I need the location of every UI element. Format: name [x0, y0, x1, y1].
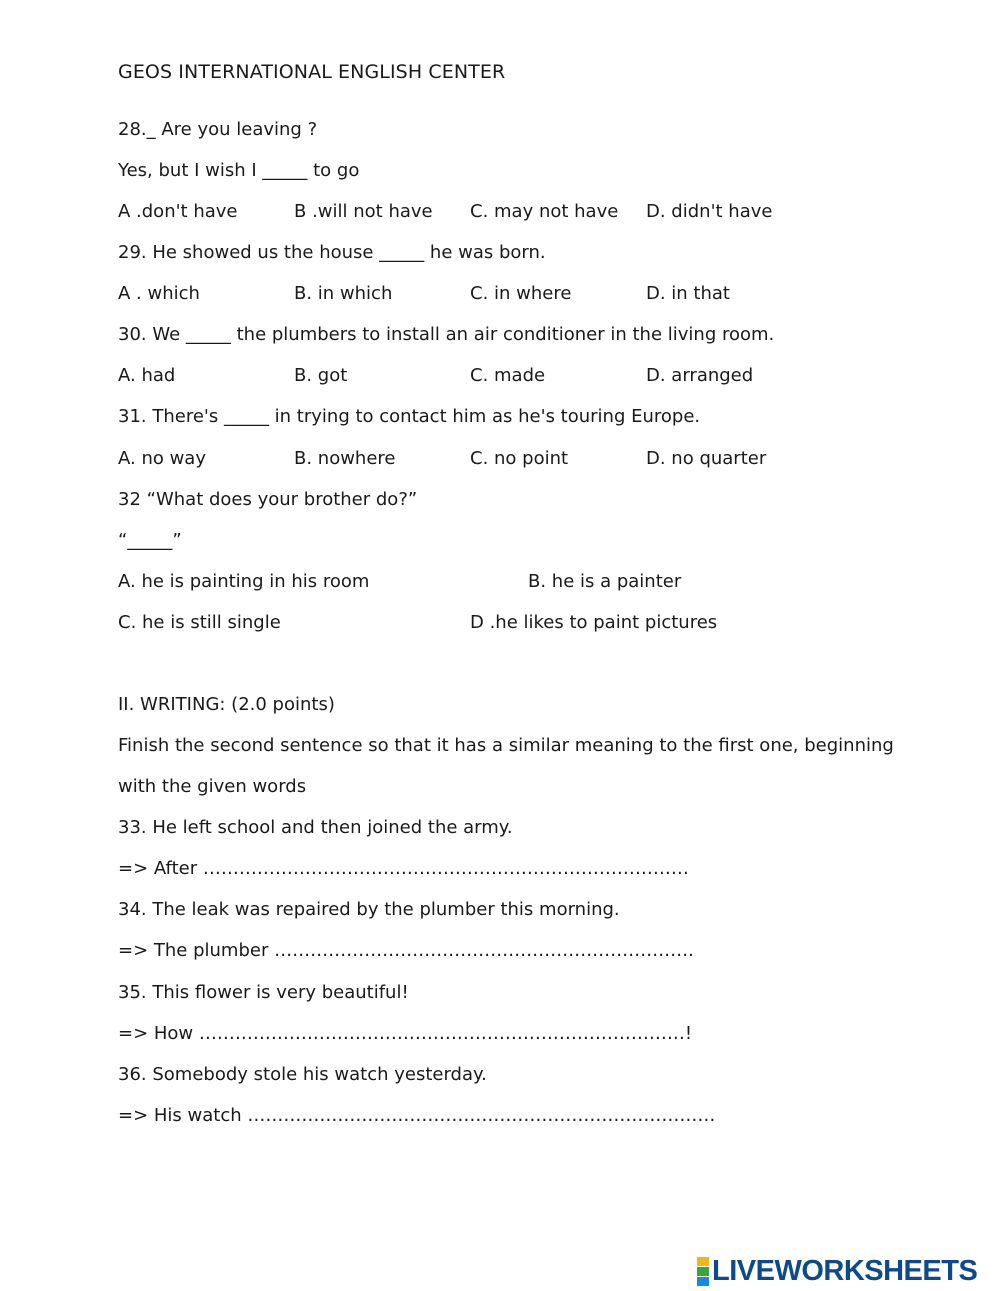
instruction-text: Finish the second sentence so that it has a similar meaning to the first one, beginning [118, 735, 894, 756]
option-d[interactable]: D. no quarter [646, 448, 767, 469]
option-c[interactable]: C. no point [470, 448, 569, 469]
option-b[interactable]: B. nowhere [294, 448, 396, 469]
writing-prompt: 34. The leak was repaired by the plumber this morning. [118, 899, 620, 920]
option-a[interactable]: A. had [118, 365, 176, 386]
writing-answer-field[interactable]: => After ……………………………………………………………………… [118, 858, 689, 879]
logo-text: LIVEWORKSHEETS [712, 1254, 978, 1287]
question-stem: “_____” [118, 530, 182, 551]
logo-square-green [697, 1267, 709, 1276]
page-title: GEOS INTERNATIONAL ENGLISH CENTER [118, 61, 506, 83]
logo-square-yellow [697, 1257, 709, 1266]
writing-prompt: 36. Somebody stole his watch yesterday. [118, 1064, 487, 1085]
writing-answer-field[interactable]: => His watch …………………………………………………………………… [118, 1105, 716, 1126]
option-c[interactable]: C. in where [470, 283, 572, 304]
writing-prompt: 35. This flower is very beautiful! [118, 982, 409, 1003]
writing-prompt: 33. He left school and then joined the army. [118, 817, 513, 838]
option-b[interactable]: B. he is a painter [528, 571, 682, 592]
option-d[interactable]: D. arranged [646, 365, 754, 386]
writing-answer-field[interactable]: => How ………………………………………………………………………! [118, 1023, 693, 1044]
option-b[interactable]: B. got [294, 365, 348, 386]
liveworksheets-logo [697, 1255, 977, 1287]
question-stem: 29. He showed us the house _____ he was born. [118, 242, 546, 263]
option-a[interactable]: A .don't have [118, 201, 238, 222]
question-stem: 32 “What does your brother do?” [118, 489, 418, 510]
question-stem: 30. We _____ the plumbers to install an air conditioner in the living room. [118, 324, 775, 345]
option-c[interactable]: C. made [470, 365, 546, 386]
writing-answer-field[interactable]: => The plumber ……………………………………………………………. [118, 940, 694, 961]
option-a[interactable]: A . which [118, 283, 200, 304]
instruction-text: with the given words [118, 776, 307, 797]
option-d[interactable]: D. didn't have [646, 201, 773, 222]
section-title: II. WRITING: (2.0 points) [118, 694, 335, 715]
logo-square-blue [697, 1277, 709, 1286]
option-d[interactable]: D .he likes to paint pictures [470, 612, 718, 633]
question-stem: Yes, but I wish I _____ to go [118, 160, 360, 181]
question-stem: 28._ Are you leaving ? [118, 119, 318, 140]
logo-mark-icon [697, 1257, 709, 1286]
option-a[interactable]: A. no way [118, 448, 206, 469]
option-c[interactable]: C. may not have [470, 201, 619, 222]
option-b[interactable]: B. in which [294, 283, 393, 304]
option-b[interactable]: B .will not have [294, 201, 433, 222]
option-a[interactable]: A. he is painting in his room [118, 571, 370, 592]
question-stem: 31. There's _____ in trying to contact him as he's touring Europe. [118, 406, 701, 427]
option-d[interactable]: D. in that [646, 283, 730, 304]
option-c[interactable]: C. he is still single [118, 612, 281, 633]
